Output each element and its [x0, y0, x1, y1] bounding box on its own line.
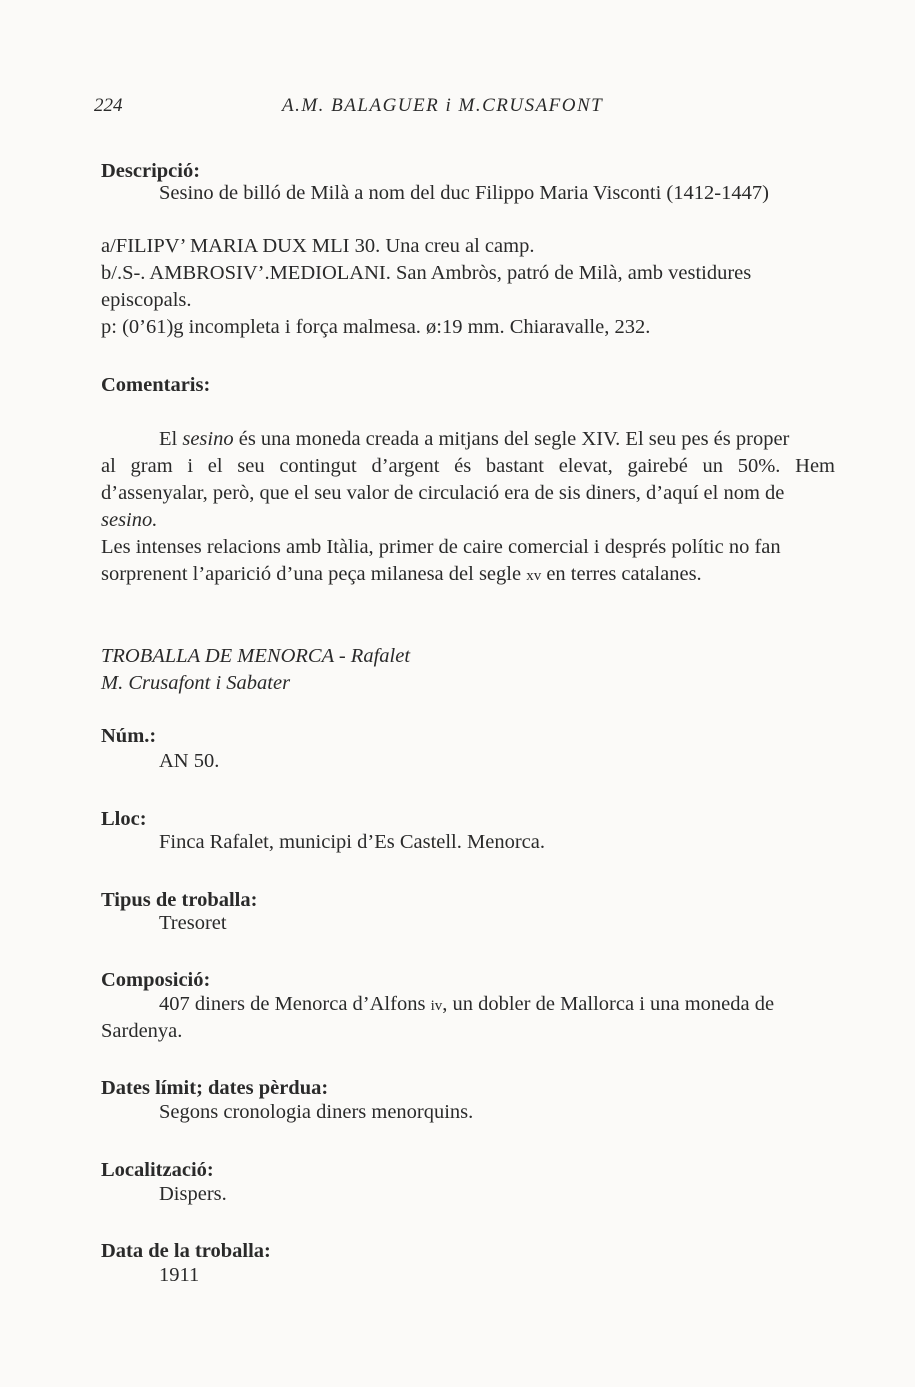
- composicio-label: Composició:: [101, 969, 211, 991]
- comentaris-line5: Les intenses relacions amb Itàlia, primer de caire comercial i després polític no fan: [101, 536, 781, 558]
- localitzacio-value: Dispers.: [159, 1183, 227, 1205]
- dates-value: Segons cronologia diners menorquins.: [159, 1101, 474, 1123]
- num-label: Núm.:: [101, 725, 157, 747]
- data-troballa-label: Data de la troballa:: [101, 1240, 271, 1262]
- comentaris-line1-italic: sesino: [182, 428, 234, 450]
- lloc-value: Finca Rafalet, municipi d’Es Castell. Menorca.: [159, 831, 545, 853]
- comentaris-line4: sesino.: [101, 509, 158, 531]
- dates-label: Dates límit; dates pèrdua:: [101, 1077, 329, 1099]
- lloc-label: Lloc:: [101, 808, 147, 830]
- troballa-title: TROBALLA DE MENORCA - Rafalet: [101, 645, 411, 667]
- page-number: 224: [94, 95, 123, 116]
- tipus-label: Tipus de troballa:: [101, 889, 258, 911]
- comentaris-line6: [101, 561, 702, 590]
- composicio-line1-a: 407 diners de Menorca d’Alfons: [159, 993, 431, 1015]
- troballa-author: M. Crusafont i Sabater: [101, 672, 291, 694]
- comentaris-line6-century: xv: [526, 568, 542, 584]
- comentaris-line1: [159, 426, 789, 453]
- descripcio-line1: Sesino de billó de Milà a nom del duc Filippo Maria Visconti (1412-1447): [159, 182, 769, 204]
- data-troballa-value: 1911: [159, 1264, 200, 1286]
- comentaris-line1-b: és una moneda creada a mitjans del segle XIV. El seu pes és proper: [233, 428, 790, 450]
- comentaris-line2: al gram i el seu contingut d’argent és bastant elevat, gairebé un 50%. Hem: [101, 455, 835, 477]
- composicio-line2: Sardenya.: [101, 1020, 183, 1042]
- composicio-line1: [159, 991, 774, 1020]
- comentaris-line6-b: en terres catalanes.: [541, 563, 702, 585]
- comentaris-line3: d’assenyalar, però, que el seu valor de circulació era de sis diners, d’aquí el nom de: [101, 482, 785, 504]
- comentaris-line1-a: El: [159, 428, 183, 450]
- localitzacio-label: Localització:: [101, 1159, 214, 1181]
- composicio-line1-numeral: iv: [430, 998, 443, 1014]
- descripcio-reverse-line1: b/.S-. AMBROSIV’.MEDIOLANI. San Ambròs, patró de Milà, amb vestidures: [101, 262, 752, 284]
- comentaris-line6-a: sorprenent l’aparició d’una peça milanesa del segle: [101, 563, 527, 585]
- descripcio-reverse-line2: episcopals.: [101, 289, 192, 311]
- descripcio-obverse: a/FILIPV’ MARIA DUX MLI 30. Una creu al camp.: [101, 235, 535, 257]
- tipus-value: Tresoret: [159, 912, 227, 934]
- num-value: AN 50.: [159, 750, 220, 772]
- descripcio-weight: p: (0’61)g incompleta i força malmesa. ø:19 mm. Chiaravalle, 232.: [101, 316, 651, 338]
- running-title: A.M. BALAGUER i M.CRUSAFONT: [282, 95, 604, 116]
- descripcio-heading: Descripció:: [101, 160, 201, 182]
- comentaris-heading: Comentaris:: [101, 374, 211, 396]
- composicio-line1-b: , un dobler de Mallorca i una moneda de: [442, 993, 775, 1015]
